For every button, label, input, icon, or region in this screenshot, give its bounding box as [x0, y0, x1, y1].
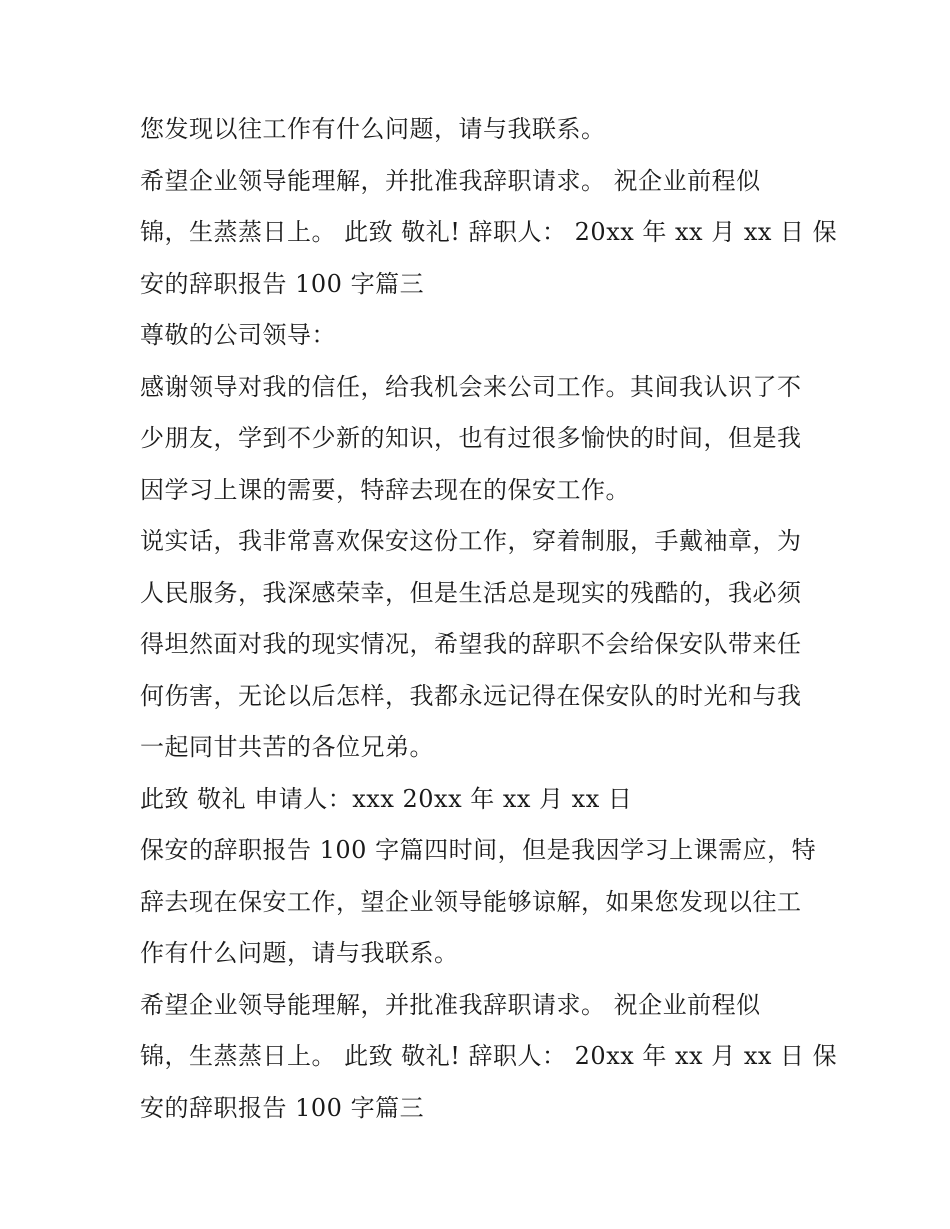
text-line: 一起同甘共苦的各位兄弟。: [140, 733, 434, 761]
text-line: 希望企业领导能理解，并批准我辞职请求。 祝企业前程似: [140, 166, 761, 195]
text-line: 您发现以往工作有什么问题，请与我联系。: [140, 115, 606, 143]
text-line: 因学习上课的需要，特辞去现在的保安工作。: [140, 475, 630, 504]
text-line: 安的辞职报告 100 字篇三: [140, 1093, 425, 1122]
text-line: 人民服务，我深感荣幸，但是生活总是现实的残酷的，我必须: [140, 578, 802, 607]
text-line: 作有什么问题，请与我联系。: [140, 939, 459, 967]
text-line: 何伤害，无论以后怎样，我都永远记得在保安队的时光和与我: [140, 681, 802, 710]
text-line: 希望企业领导能理解，并批准我辞职请求。 祝企业前程似: [140, 990, 761, 1019]
text-line: 此致 敬礼 申请人：xxx 20xx 年 xx 月 xx 日: [140, 784, 633, 813]
text-line: 感谢领导对我的信任，给我机会来公司工作。其间我认识了不: [140, 372, 802, 401]
text-line: 锦，生蒸蒸日上。 此致 敬礼! 辞职人： 20xx 年 xx 月 xx 日 保: [140, 1042, 838, 1070]
document-body: [140, 104, 838, 1134]
text-line: 保安的辞职报告 100 字篇四时间，但是我因学习上课需应，特: [140, 836, 817, 864]
text-line: 锦，生蒸蒸日上。 此致 敬礼! 辞职人： 20xx 年 xx 月 xx 日 保: [140, 218, 838, 246]
text-line: 说实话，我非常喜欢保安这份工作，穿着制服，手戴袖章，为: [140, 527, 802, 555]
text-line: 少朋友，学到不少新的知识，也有过很多愉快的时间，但是我: [140, 424, 802, 452]
text-line: 得坦然面对我的现实情况，希望我的辞职不会给保安队带来任: [140, 630, 802, 658]
text-line: 辞去现在保安工作，望企业领导能够谅解，如果您发现以往工: [140, 887, 802, 916]
text-line: 安的辞职报告 100 字篇三: [140, 269, 425, 298]
text-line: 尊敬的公司领导：: [140, 321, 336, 349]
